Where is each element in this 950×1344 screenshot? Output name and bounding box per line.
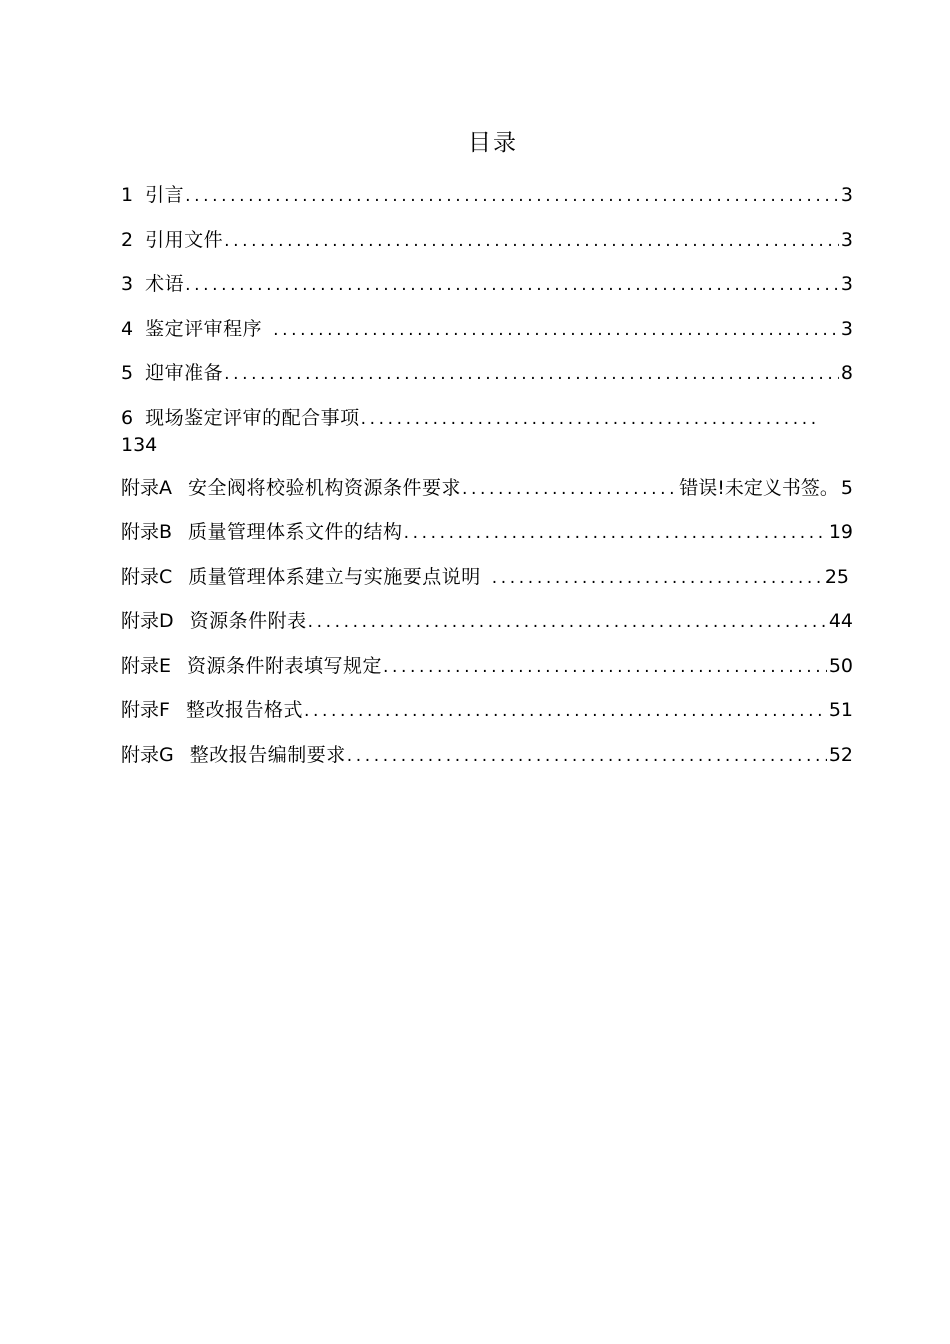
- toc-entry-page: 25: [824, 565, 849, 588]
- toc-entry-number: 3: [121, 273, 134, 295]
- toc-leader-dots: [360, 404, 816, 434]
- toc-entry-first-line: [121, 403, 816, 433]
- toc-entry-page: 3: [840, 273, 853, 295]
- toc-entry-number: 5: [121, 362, 134, 384]
- toc-entry-page: 52: [828, 743, 853, 766]
- toc-entry-label: 整改报告格式: [185, 699, 303, 721]
- toc-entry-number: 附录A: [121, 476, 172, 499]
- toc-entry-number: 附录B: [121, 521, 173, 543]
- toc-entry-number: 附录D: [121, 610, 174, 632]
- toc-entry-page: 3: [840, 184, 853, 206]
- toc-entry-page: 3: [840, 317, 853, 340]
- toc-entry-1[interactable]: [121, 180, 853, 225]
- toc-entry-page: 19: [828, 521, 853, 543]
- toc-leader-dots: [184, 181, 839, 211]
- toc-leader-dots: [223, 226, 839, 256]
- toc-leader-dots: [403, 518, 827, 548]
- toc-entry-appendix-b[interactable]: [121, 517, 853, 562]
- toc-entry-label: 整改报告编制要求: [189, 743, 346, 766]
- toc-entry-label: 质量管理体系建立与实施要点说明: [188, 565, 481, 588]
- toc-entry-number: 2: [121, 228, 134, 251]
- toc-entry-page: 5: [840, 476, 853, 499]
- toc-entry-label: 资源条件附表: [189, 610, 307, 632]
- toc-entry-4[interactable]: [121, 314, 853, 359]
- toc-entry-number: 附录E: [121, 654, 172, 677]
- toc-entry-5[interactable]: [121, 358, 853, 403]
- toc-entry-3[interactable]: [121, 269, 853, 314]
- toc-leader-dots: [491, 563, 823, 593]
- toc-entry-2[interactable]: [121, 225, 853, 270]
- toc-leader-dots: [184, 270, 839, 300]
- toc-leader-dots: [272, 315, 839, 345]
- toc-entry-appendix-f[interactable]: [121, 695, 853, 740]
- toc-entry-label: 安全阀将校验机构资源条件要求: [188, 476, 462, 499]
- toc-entry-page: 50: [828, 654, 853, 677]
- toc-leader-dots: [382, 652, 827, 682]
- toc-entry-number: 1: [121, 184, 134, 206]
- table-of-contents: [121, 180, 853, 784]
- toc-entry-number: 4: [121, 317, 134, 340]
- toc-entry-number: 附录F: [121, 699, 170, 721]
- toc-entry-appendix-g[interactable]: [121, 740, 853, 785]
- toc-leader-dots: [223, 359, 839, 389]
- toc-entry-number: 6: [121, 406, 134, 429]
- toc-entry-label: 鉴定评审程序: [145, 317, 263, 340]
- toc-leader-dots: [303, 696, 827, 726]
- toc-entry-page: 3: [840, 228, 853, 251]
- toc-entry-number: 附录G: [121, 743, 174, 766]
- toc-entry-label: 引用文件: [145, 228, 224, 251]
- toc-entry-label: 术语: [145, 273, 185, 295]
- toc-entry-appendix-a[interactable]: [121, 473, 853, 518]
- toc-entry-page: 51: [828, 699, 853, 721]
- toc-entry-page: 8: [840, 362, 853, 384]
- toc-entry-page: 44: [828, 610, 853, 632]
- toc-entry-label: 迎审准备: [145, 362, 224, 384]
- toc-title: 目录: [468, 130, 518, 156]
- toc-leader-dots: [307, 607, 827, 637]
- toc-leader-dots: [461, 474, 677, 504]
- toc-entry-appendix-e[interactable]: [121, 651, 853, 696]
- toc-entry-label: 引言: [145, 184, 185, 206]
- toc-entry-page: 134: [121, 433, 158, 456]
- toc-entry-number: 附录C: [121, 565, 173, 588]
- toc-entry-label: 质量管理体系文件的结构: [188, 521, 403, 543]
- toc-entry-label: 现场鉴定评审的配合事项: [145, 406, 360, 429]
- toc-entry-appendix-d[interactable]: [121, 606, 853, 651]
- toc-entry-6[interactable]: [121, 403, 853, 473]
- toc-entry-appendix-c[interactable]: [121, 562, 849, 607]
- toc-entry-error-text: 错误!未定义书签。: [679, 476, 839, 499]
- toc-entry-label: 资源条件附表填写规定: [187, 654, 383, 677]
- toc-leader-dots: [346, 741, 827, 771]
